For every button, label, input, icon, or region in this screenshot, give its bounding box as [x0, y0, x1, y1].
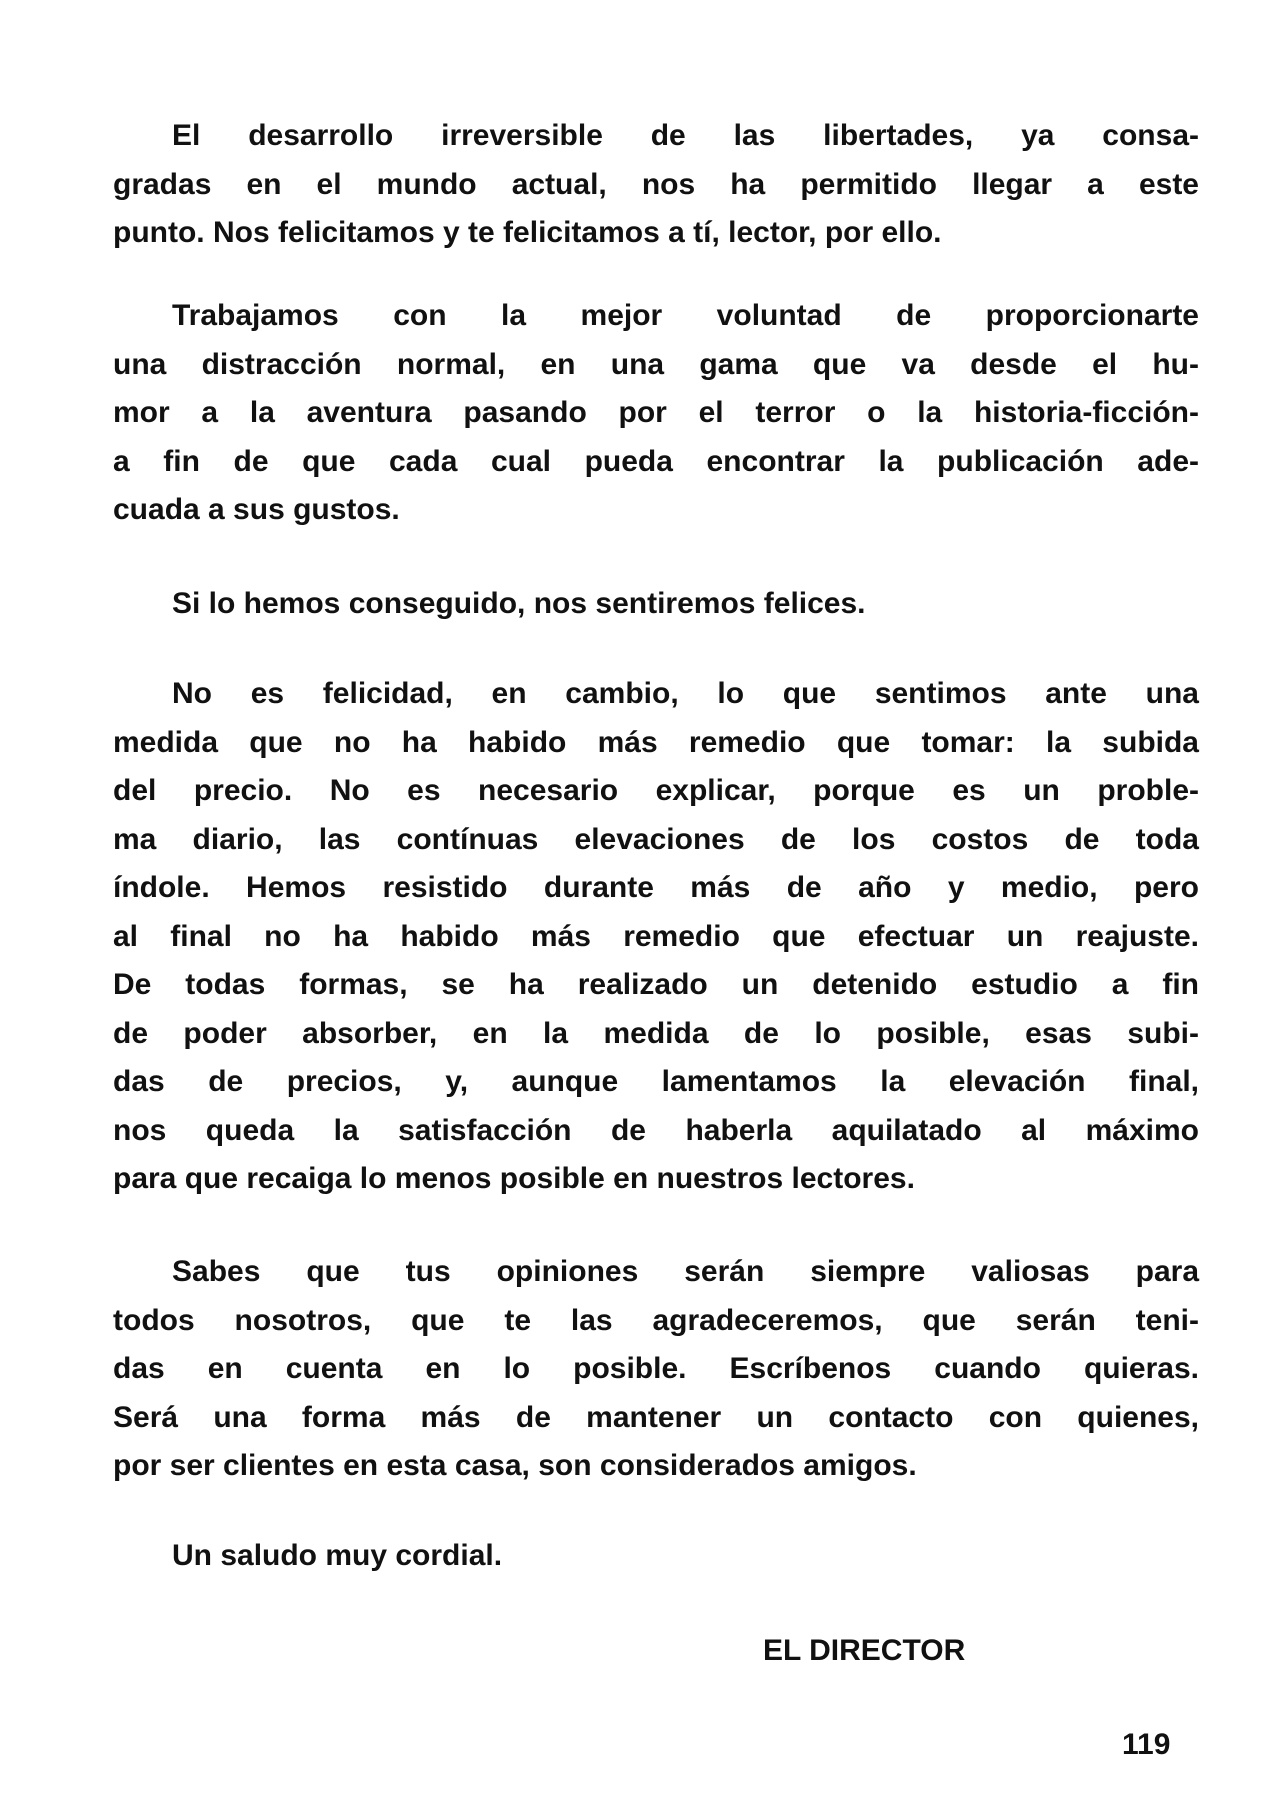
text-line: cuada a sus gustos.: [113, 493, 400, 526]
text-line: El desarrollo irreversible de las libertades, ya consa-: [172, 119, 1199, 152]
text-line: nos queda la satisfacción de haberla aquilatado al máximo: [113, 1113, 1199, 1147]
text-line: Sabes que tus opiniones serán siempre valiosas para: [172, 1255, 1199, 1288]
text-line: De todas formas, se ha realizado un detenido estudio a fin: [113, 968, 1199, 1001]
text-line: Si lo hemos conseguido, nos sentiremos felices.: [172, 587, 866, 620]
text-line: todos nosotros, que te las agradeceremos, que serán teni-: [113, 1303, 1199, 1337]
text-line: punto. Nos felicitamos y te felicitamos a tí, lector, por ello.: [113, 216, 942, 249]
text-line: al final no ha habido más remedio que efectuar un reajuste.: [113, 919, 1199, 953]
paragraph: [113, 670, 1199, 1204]
paragraph: [113, 1532, 1199, 1581]
page-number: 119: [1122, 1728, 1171, 1761]
text-line: Trabajamos con la mejor voluntad de proporcionarte: [172, 299, 1199, 332]
paragraph: [113, 580, 1199, 629]
text-line: una distracción normal, en una gama que va desde el hu-: [113, 347, 1199, 381]
text-line: medida que no ha habido más remedio que tomar: la subida: [113, 725, 1199, 759]
text-line: del precio. No es necesario explicar, porque es un proble-: [113, 774, 1199, 807]
paragraph: [113, 112, 1199, 258]
signature: EL DIRECTOR: [763, 1634, 966, 1667]
paragraph: [113, 1248, 1199, 1491]
text-line: por ser clientes en esta casa, son considerados amigos.: [113, 1449, 917, 1482]
text-line: a fin de que cada cual pueda encontrar la publicación ade-: [113, 444, 1199, 478]
text-line: para que recaiga lo menos posible en nuestros lectores.: [113, 1162, 915, 1195]
text-line: gradas en el mundo actual, nos ha permitido llegar a este: [113, 167, 1199, 201]
text-line: Un saludo muy cordial.: [172, 1539, 503, 1572]
text-line: de poder absorber, en la medida de lo posible, esas subi-: [113, 1016, 1199, 1050]
text-line: ma diario, las contínuas elevaciones de los costos de toda: [113, 822, 1199, 856]
text-line: Será una forma más de mantener un contacto con quienes,: [113, 1400, 1199, 1434]
text-line: das de precios, y, aunque lamentamos la elevación final,: [113, 1065, 1199, 1098]
text-line: mor a la aventura pasando por el terror o la historia-ficción-: [113, 396, 1199, 429]
text-line: das en cuenta en lo posible. Escríbenos cuando quieras.: [113, 1352, 1199, 1385]
text-line: índole. Hemos resistido durante más de año y medio, pero: [113, 871, 1199, 904]
text-line: No es felicidad, en cambio, lo que sentimos ante una: [172, 677, 1199, 710]
paragraph: [113, 292, 1199, 535]
